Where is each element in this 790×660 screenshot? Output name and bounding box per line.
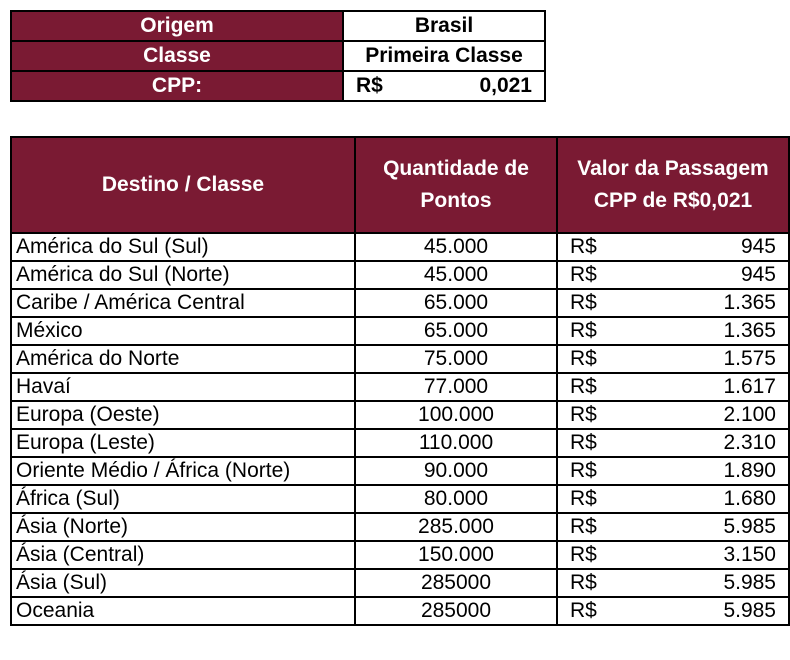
header-destino-text: Destino / Classe [101,173,265,196]
valor-cell [557,429,789,457]
table-row [11,597,789,625]
table-row [11,429,789,457]
valor-amount: 5.985 [723,515,776,538]
valor-cell [557,457,789,485]
valor-amount: 945 [740,235,776,258]
pontos-cell: 110.000 [355,429,557,457]
table-row [11,261,789,289]
table-row [11,401,789,429]
destino-cell: Caribe / América Central [11,289,355,317]
table-body [11,233,789,625]
cpp-value: 0,021 [479,74,532,97]
valor-currency: R$ [570,599,597,622]
table-row [11,541,789,569]
destino-cell: África (Sul) [11,485,355,513]
valor-cell [557,485,789,513]
table-row [11,513,789,541]
cpp-value-cell [343,71,545,101]
table-row [11,485,789,513]
header-pontos [355,137,557,233]
summary-row-cpp [11,71,545,101]
valor-currency: R$ [570,291,597,314]
valor-currency: R$ [570,347,597,370]
pontos-cell: 285000 [355,569,557,597]
valor-currency: R$ [570,459,597,482]
destino-cell: Oceania [11,597,355,625]
cpp-currency: R$ [356,74,383,97]
table-row [11,345,789,373]
valor-amount: 2.310 [723,431,776,454]
valor-amount: 1.365 [723,291,776,314]
valor-currency: R$ [570,319,597,342]
valor-cell [557,317,789,345]
valor-currency: R$ [570,487,597,510]
header-pontos-line1: Quantidade de [383,157,529,180]
table-row [11,373,789,401]
pontos-cell: 285.000 [355,513,557,541]
header-valor-line2: CPP de R$0,021 [593,189,753,212]
destino-cell: América do Sul (Norte) [11,261,355,289]
valor-cell [557,401,789,429]
pontos-cell: 80.000 [355,485,557,513]
summary-table [10,10,546,102]
table-row [11,317,789,345]
pontos-cell: 150.000 [355,541,557,569]
destino-cell: Ásia (Central) [11,541,355,569]
cpp-label: CPP: [11,71,343,101]
table-row [11,569,789,597]
destino-cell: Ásia (Sul) [11,569,355,597]
pontos-cell: 100.000 [355,401,557,429]
valor-amount: 5.985 [723,599,776,622]
classe-value: Primeira Classe [343,41,545,71]
valor-currency: R$ [570,515,597,538]
valor-currency: R$ [570,235,597,258]
summary-row-origem [11,11,545,41]
valor-currency: R$ [570,543,597,566]
destino-cell: Oriente Médio / África (Norte) [11,457,355,485]
valor-cell [557,345,789,373]
pontos-cell: 90.000 [355,457,557,485]
summary-row-classe [11,41,545,71]
valor-cell [557,569,789,597]
destino-cell: Havaí [11,373,355,401]
table-header-row [11,137,789,233]
valor-amount: 1.617 [723,375,776,398]
destino-cell: Europa (Oeste) [11,401,355,429]
origem-value: Brasil [343,11,545,41]
origem-label: Origem [11,11,343,41]
destino-cell: América do Norte [11,345,355,373]
pontos-cell: 77.000 [355,373,557,401]
valor-cell [557,261,789,289]
header-destino [11,137,355,233]
table-row [11,233,789,261]
pontos-cell: 65.000 [355,289,557,317]
valor-cell [557,289,789,317]
valor-cell [557,597,789,625]
table-row [11,457,789,485]
valor-cell [557,233,789,261]
destino-cell: América do Sul (Sul) [11,233,355,261]
valor-amount: 945 [740,263,776,286]
valor-amount: 3.150 [723,543,776,566]
pontos-cell: 285000 [355,597,557,625]
pontos-cell: 75.000 [355,345,557,373]
valor-cell [557,513,789,541]
valor-currency: R$ [570,375,597,398]
valor-amount: 1.680 [723,487,776,510]
valor-cell [557,373,789,401]
table-row [11,289,789,317]
valor-currency: R$ [570,263,597,286]
valor-currency: R$ [570,431,597,454]
valor-amount: 1.575 [723,347,776,370]
valor-currency: R$ [570,571,597,594]
pontos-cell: 45.000 [355,233,557,261]
valor-amount: 2.100 [723,403,776,426]
pontos-cell: 65.000 [355,317,557,345]
valor-cell [557,541,789,569]
classe-label: Classe [11,41,343,71]
valor-currency: R$ [570,403,597,426]
valor-amount: 5.985 [723,571,776,594]
header-valor [557,137,789,233]
valor-amount: 1.890 [723,459,776,482]
header-valor-line1: Valor da Passagem [577,157,769,180]
points-table [10,136,790,626]
destino-cell: Ásia (Norte) [11,513,355,541]
header-pontos-line2: Pontos [420,189,492,212]
destino-cell: México [11,317,355,345]
destino-cell: Europa (Leste) [11,429,355,457]
valor-amount: 1.365 [723,319,776,342]
pontos-cell: 45.000 [355,261,557,289]
